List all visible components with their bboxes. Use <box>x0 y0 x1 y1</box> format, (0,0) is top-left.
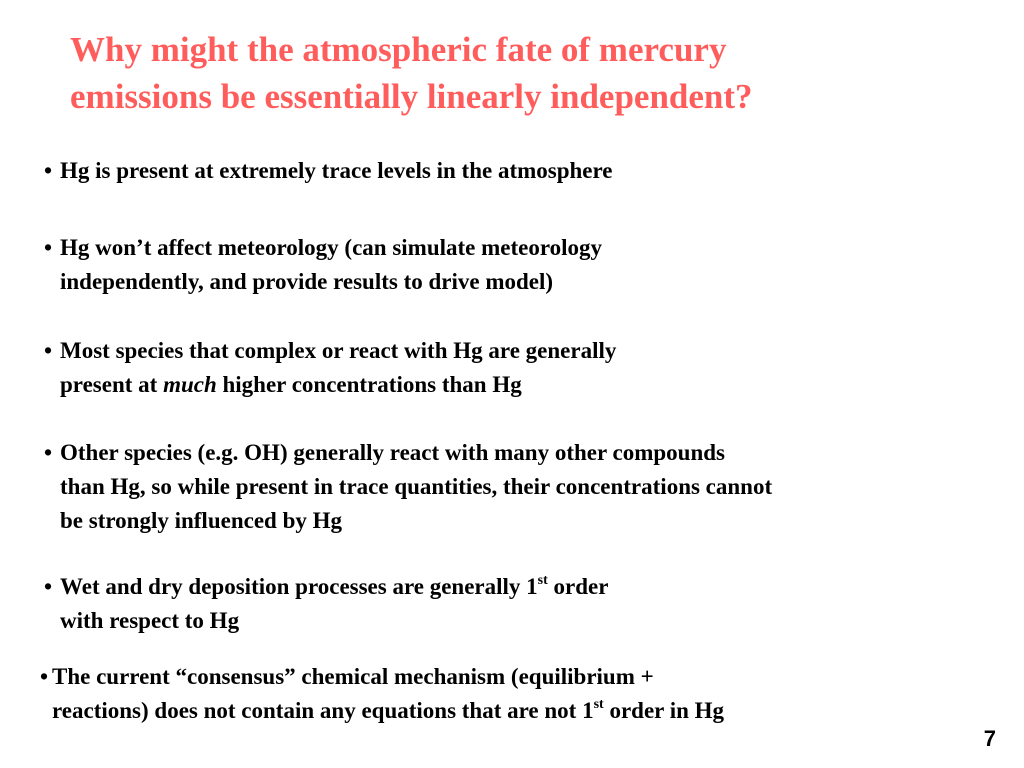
bullet-item <box>44 154 984 188</box>
bullet-text: independently, and provide results to drive model) <box>60 269 554 294</box>
bullet-item <box>44 436 984 538</box>
bullet-symbol: • <box>44 158 53 183</box>
bullet-symbol: • <box>44 235 53 260</box>
bullet-text: be strongly influenced by Hg <box>60 508 342 533</box>
slide-title-line: emissions be essentially linearly independent? <box>70 77 753 116</box>
slide-title <box>70 26 970 120</box>
bullet-text-line <box>44 368 984 402</box>
slide-title-line: Why might the atmospheric fate of mercury <box>70 30 727 69</box>
bullet-text: with respect to Hg <box>60 608 240 633</box>
bullet-text: present at <box>60 372 164 397</box>
bullet-item <box>44 231 984 299</box>
bullet-text: Hg won’t affect meteorology (can simulate meteorology <box>60 235 603 260</box>
page-number: 7 <box>983 726 996 751</box>
bullet-text: Hg is present at extremely trace levels in the atmosphere <box>60 158 613 183</box>
bullet-item <box>44 334 984 402</box>
bullet-text: Other species (e.g. OH) generally react with many other compounds <box>60 440 726 465</box>
ordinal-superscript: st <box>593 697 604 712</box>
bullet-text: Most species that complex or react with Hg are generally <box>60 338 617 363</box>
bullet-text: order in Hg <box>603 698 725 723</box>
bullet-symbol: • <box>40 664 49 689</box>
bullet-item <box>40 660 980 728</box>
bullet-text-line <box>44 570 984 604</box>
bullet-text: The current “consensus” chemical mechanism (equilibrium + <box>52 664 654 689</box>
bullet-symbol: • <box>44 440 53 465</box>
bullet-text: order <box>547 574 609 599</box>
bullet-symbol: • <box>44 338 53 363</box>
bullet-text: reactions) does not contain any equations that are not 1 <box>52 698 594 723</box>
bullet-text: higher concentrations than Hg <box>216 372 522 397</box>
bullet-text: Wet and dry deposition processes are generally 1 <box>60 574 538 599</box>
bullet-item <box>44 570 984 638</box>
ordinal-superscript: st <box>537 573 548 588</box>
bullet-symbol: • <box>44 574 53 599</box>
bullet-text: than Hg, so while present in trace quantities, their concentrations cannot <box>60 474 773 499</box>
bullet-text-line <box>40 694 980 728</box>
bullet-emphasis: much <box>163 372 217 397</box>
